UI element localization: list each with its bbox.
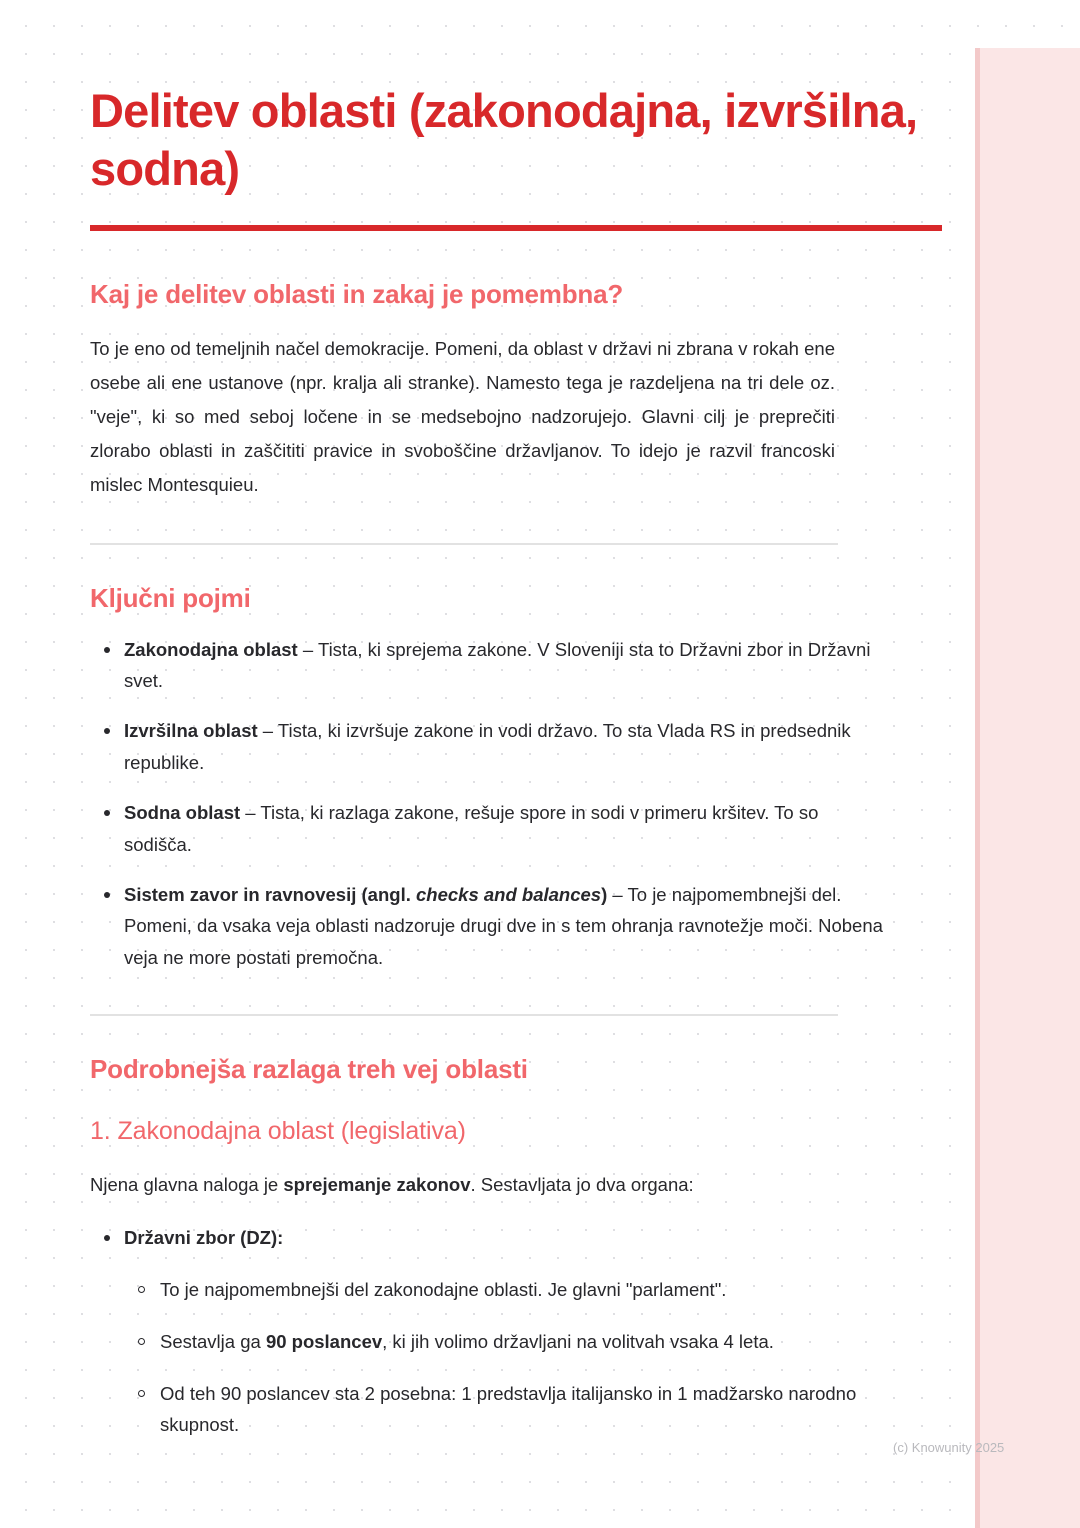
term-description: – To je najpomembnejši del. Pomeni, da vsaka veja oblasti nadzoruje drugi dve in s tem ohranja ravnotežje moči. Nobena veja ne more postati premočna. <box>124 883 883 969</box>
page-title: Delitev oblasti (zakonodajna, izvršilna, sodna) <box>90 84 918 196</box>
list-item <box>90 797 884 861</box>
list-item: Od teh 90 poslancev sta 2 posebna: 1 predstavlja italijansko in 1 madžarsko narodno skupnost. <box>90 1378 940 1442</box>
section-heading-detailed: Podrobnejša razlaga treh vej oblasti <box>90 1053 528 1084</box>
detail-text-before: Sestavlja ga <box>160 1330 266 1352</box>
copyright-watermark: (c) Knowunity 2025 <box>893 1440 1005 1455</box>
intro-text-bold: sprejemanje zakonov <box>283 1173 471 1195</box>
section-heading-what-is: Kaj je delitev oblasti in zakaj je pomembna? <box>90 278 624 309</box>
detail-text-bold: 90 poslancev <box>265 1330 383 1352</box>
section-paragraph-what-is: To je eno od temeljnih načel demokracije. Pomeni, da oblast v državi ni zbrana v rokah ene osebe ali ene ustanove (npr. kralja ali stranke). Namesto tega je razdeljena na tri dele oz. "veje", ki so med seboj ločene in se medsebojno nadzorujejo. Glavni cilj je preprečiti zlorabo oblasti in zaščititi pravice in svoboščine državljanov. To idejo je razvil francoski mislec Montesquieu. <box>90 337 835 496</box>
legislative-intro-paragraph <box>90 1168 835 1202</box>
list-item <box>90 1326 940 1358</box>
list-item <box>90 634 884 698</box>
term-label: Sodna oblast <box>124 801 241 823</box>
detail-text-after: , ki jih volimo državljani na volitvah vsaka 4 leta. <box>382 1330 774 1352</box>
term-label: Izvršilna oblast <box>124 720 258 742</box>
term-label: Zakonodajna oblast <box>124 638 298 660</box>
list-item <box>90 715 884 779</box>
list-item <box>90 879 884 974</box>
list-item <box>90 1222 884 1254</box>
legislative-organs-list <box>90 1222 940 1254</box>
section-divider-2 <box>90 1014 838 1016</box>
term-description: – Tista, ki razlaga zakone, rešuje spore in sodi v primeru kršitev. To so sodišča. <box>124 801 819 855</box>
list-item: To je najpomembnejši del zakonodajne oblasti. Je glavni "parlament". <box>90 1274 940 1306</box>
legislative-details-list <box>90 1274 940 1441</box>
section-divider-1 <box>90 543 838 545</box>
organ-label: Državni zbor (DZ): <box>124 1227 284 1249</box>
term-description: – Tista, ki sprejema zakone. V Sloveniji sta to Državni zbor in Državni svet. <box>124 638 871 692</box>
subsection-heading-legislative: 1. Zakonodajna oblast (legislativa) <box>90 1116 466 1145</box>
key-terms-list <box>90 634 940 974</box>
term-description: – Tista, ki izvršuje zakone in vodi državo. To sta Vlada RS in predsednik republike. <box>124 720 851 774</box>
term-label-italic: checks and balances <box>416 883 602 905</box>
term-label-part1: Sistem zavor in ravnovesij (angl. <box>124 883 416 905</box>
title-underline-rule <box>90 225 942 231</box>
intro-text-before: Njena glavna naloga je <box>90 1173 284 1195</box>
section-heading-key-terms: Ključni pojmi <box>90 582 251 613</box>
term-label-part2: ) <box>601 883 608 905</box>
intro-text-after: . Sestavljata jo dva organa: <box>470 1173 694 1195</box>
